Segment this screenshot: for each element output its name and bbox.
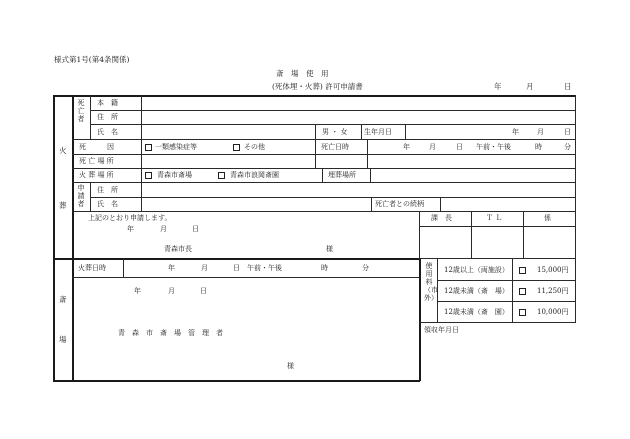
fee-row-desc: 12歳未満（斎 園）: [444, 308, 509, 316]
col-line: [322, 168, 323, 182]
permit-month: 月: [168, 287, 175, 295]
schedule-minute: 分: [362, 264, 369, 272]
saijo-manager-label: 青 森 市 斎 場 管 理 者: [118, 329, 223, 337]
saijo-label-top: 斎: [59, 295, 67, 304]
fee-row-checkbox[interactable]: [519, 267, 526, 274]
application-year: 年: [127, 225, 134, 233]
cause-infectious-label: 一類感染症等: [155, 143, 197, 151]
row-line: [90, 110, 575, 111]
cause-other-label: その他: [244, 143, 265, 151]
col-line: [141, 95, 142, 211]
deceased-group-label: 死亡者: [77, 99, 85, 123]
row-line: [437, 301, 575, 302]
birth-day: 日: [564, 128, 571, 136]
col-line: [440, 197, 441, 211]
header-date-year: 年: [494, 82, 502, 91]
mayor-label: 青森市長: [164, 245, 192, 253]
cremation-aomori-checkbox[interactable]: [145, 172, 152, 179]
fee-row-checkbox[interactable]: [519, 288, 526, 295]
cremation-label-bottom: 葬: [59, 201, 67, 210]
col-line: [90, 95, 91, 139]
burial-place-label: 埋葬場所: [328, 171, 356, 179]
death-month: 月: [429, 143, 436, 151]
applicant-group-label: 申請者: [77, 184, 85, 208]
row-line: [90, 124, 575, 125]
cremation-aomori-label: 青森市斎場: [157, 171, 192, 179]
table-top-border: [53, 95, 576, 97]
schedule-hour: 時: [321, 264, 328, 272]
saijo-section-right-border: [419, 258, 421, 381]
section-head-label: 課 長: [431, 214, 452, 222]
permit-year: 年: [134, 287, 141, 295]
deceased-name-label: 氏 名: [97, 128, 118, 136]
col-line: [90, 182, 91, 211]
col-line: [523, 211, 524, 258]
row-line: [419, 226, 575, 227]
birth-month: 月: [537, 128, 544, 136]
col-line: [123, 258, 124, 277]
table-bottom-border: [53, 380, 420, 382]
birth-year: 年: [512, 128, 519, 136]
row-line: [437, 280, 575, 281]
row-line: [72, 154, 575, 155]
schedule-day: 日: [233, 264, 240, 272]
birth-date-label: 生年月日: [364, 128, 392, 136]
cause-other-checkbox[interactable]: [233, 144, 240, 151]
application-statement: 上記のとおり申請します。: [88, 214, 172, 222]
permit-day: 日: [200, 287, 207, 295]
schedule-year: 年: [168, 264, 175, 272]
usage-fee-label: 使用料（市外）: [424, 262, 438, 302]
fee-row-amount: 10,000円: [537, 308, 569, 316]
col-line: [471, 211, 472, 258]
honseki-label: 本 籍: [97, 99, 118, 107]
table-right-border: [575, 95, 576, 323]
death-hour: 時: [535, 143, 542, 151]
row-line: [72, 182, 575, 183]
gender-options[interactable]: 男 ・ 女: [322, 128, 348, 136]
receipt-date-label: 領収年月日: [424, 326, 459, 334]
saijo-section-top-border: [53, 258, 420, 260]
cremation-place-label: 火 葬 場 所: [79, 171, 114, 179]
death-ampm[interactable]: 午前・午後: [476, 143, 511, 151]
cremation-datetime-label: 火葬日時: [78, 264, 106, 272]
cremation-namioka-checkbox[interactable]: [218, 172, 225, 179]
header-date-day: 日: [564, 82, 572, 91]
applicant-name-label: 氏 名: [97, 200, 118, 208]
fee-row-amount: 15,000円: [537, 266, 569, 274]
col-line: [370, 168, 371, 182]
row-line: [419, 322, 575, 323]
death-date-label: 死亡日時: [321, 143, 349, 151]
fee-row-amount: 11,250円: [537, 287, 569, 295]
col-line: [419, 211, 420, 258]
table-left-border: [53, 95, 55, 381]
death-minute: 分: [564, 143, 571, 151]
relation-label: 死亡者との続柄: [375, 200, 424, 208]
application-day: 日: [192, 225, 199, 233]
col-line: [361, 124, 362, 139]
form-subtitle: (死体埋・火葬) 許可申請書: [272, 82, 363, 91]
cremation-namioka-label: 青森市浪岡斎園: [230, 171, 279, 179]
application-month: 月: [160, 225, 167, 233]
form-style-number: 様式第1号(第4条関係): [54, 55, 130, 64]
applicant-address-label: 住 所: [97, 186, 118, 194]
mayor-sama: 様: [326, 245, 333, 253]
header-date-month: 月: [526, 82, 534, 91]
fee-row-desc: 12歳以上（両施設）: [444, 266, 509, 274]
saijo-label-bottom: 場: [59, 335, 67, 344]
cause-infectious-checkbox[interactable]: [145, 144, 152, 151]
cremation-label-top: 火: [59, 146, 67, 155]
row-line: [419, 258, 575, 259]
schedule-month: 月: [201, 264, 208, 272]
row-line: [72, 277, 419, 278]
col-line: [405, 124, 406, 139]
col-line: [371, 197, 372, 211]
row-line: [72, 139, 575, 140]
deceased-address-label: 住 所: [97, 113, 118, 121]
col-line: [315, 124, 316, 168]
death-year: 年: [403, 143, 410, 151]
row-line: [72, 168, 575, 169]
col-line: [367, 139, 368, 168]
cause-label: 死 因: [79, 143, 114, 151]
left-column-divider: [72, 95, 74, 381]
fee-row-checkbox[interactable]: [519, 309, 526, 316]
fee-row-desc: 12歳未満（斎 場）: [444, 287, 509, 295]
schedule-ampm[interactable]: 午前・午後: [247, 264, 282, 272]
row-line: [90, 197, 575, 198]
death-place-label: 死 亡 場 所: [79, 157, 114, 165]
manager-sama: 様: [287, 362, 294, 370]
death-day: 日: [456, 143, 463, 151]
form-title: 斎 場 使 用: [276, 69, 329, 78]
kakari-label: 係: [544, 214, 551, 222]
col-line: [512, 258, 513, 323]
row-line: [72, 211, 575, 212]
tel-label: Ｔ Ｌ: [486, 214, 503, 222]
